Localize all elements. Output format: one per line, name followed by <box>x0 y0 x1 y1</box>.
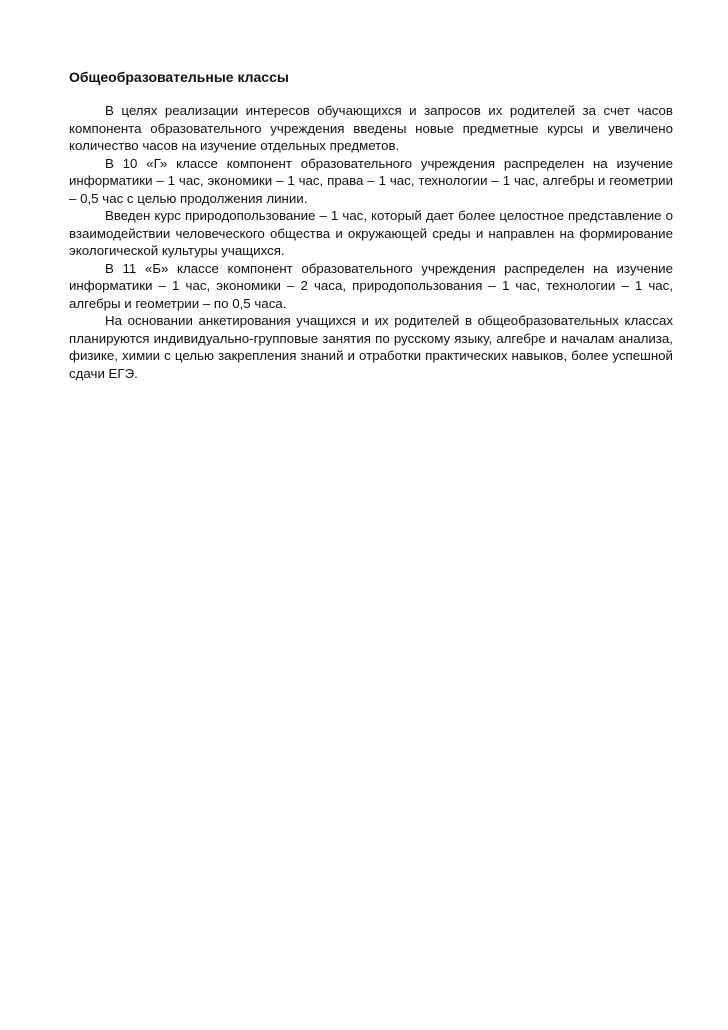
section-heading: Общеобразовательные классы <box>69 69 289 85</box>
document-body <box>69 68 673 382</box>
paragraph-class-11b: В 11 «Б» классе компонент образовательного учреждения распределен на изучение информатики – 1 час, экономики – 2 часа, природопользования – 1 час, технологии – 1 час, алгебры и геометрии – по 0,5 часа. <box>69 260 673 311</box>
paragraph-class-10g: В 10 «Г» классе компонент образовательного учреждения распределен на изучение информатики – 1 час, экономики – 1 час, права – 1 час, технологии – 1 час, алгебры и геометрии – 0,5 час с целью продолжения линии. <box>69 155 673 206</box>
paragraph-elective-courses: В целях реализации интересов обучающихся и запросов их родителей за счет часов компонента образовательного учреждения введены новые предметные курсы и увеличено количество часов на изучение отдельных предметов. <box>69 103 673 153</box>
paragraph-group-lessons: На основании анкетирования учащихся и их родителей в общеобразовательных классах планируются индивидуально-групповые занятия по русскому языку, алгебре и началам анализа, физике, химии с целью закрепления знаний и отработки практических навыков, более успешной сдачи ЕГЭ. <box>69 313 673 381</box>
paragraph-nature-course: Введен курс природопользование – 1 час, который дает более целостное представление о взаимодействии человеческого общества и окружающей среды и направлен на формирование экологической культуры учащихся. <box>69 208 673 258</box>
